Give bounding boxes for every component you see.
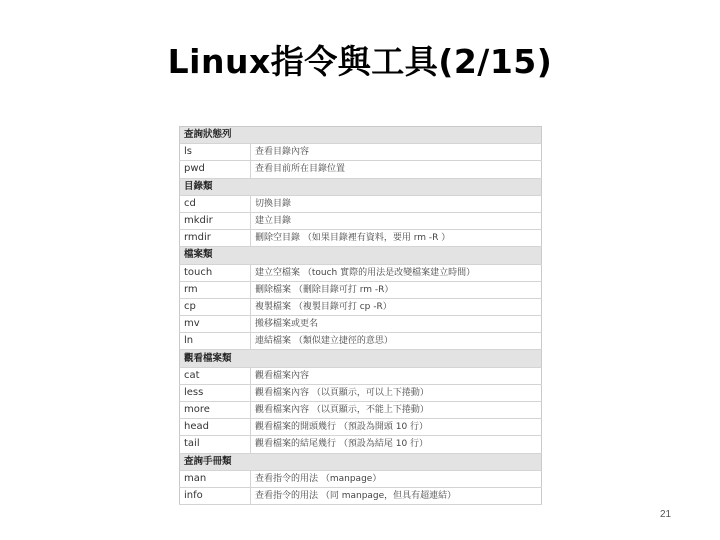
table-row <box>180 470 542 487</box>
command-cell: touch <box>180 264 251 281</box>
table-row <box>180 144 542 161</box>
table-row <box>180 316 542 333</box>
section-heading: 檔案類 <box>180 247 542 264</box>
table-row <box>180 333 542 350</box>
description-cell: 複製檔案 （複製目錄可打 cp -R） <box>251 298 542 315</box>
section-heading: 查詢手冊類 <box>180 453 542 470</box>
description-cell: 建立目錄 <box>251 212 542 229</box>
section-heading: 目錄類 <box>180 178 542 195</box>
command-cell: mv <box>180 316 251 333</box>
command-cell: head <box>180 419 251 436</box>
description-cell: 觀看檔案內容 <box>251 367 542 384</box>
command-cell: mkdir <box>180 212 251 229</box>
description-cell: 刪除檔案 （刪除目錄可打 rm -R） <box>251 281 542 298</box>
command-cell: info <box>180 487 251 504</box>
slide-title: Linux指令與工具(2/15) <box>167 42 553 81</box>
table-row <box>180 402 542 419</box>
table-row <box>180 436 542 453</box>
table-row <box>180 419 542 436</box>
table-row <box>180 367 542 384</box>
description-cell: 連結檔案 （類似建立捷徑的意思） <box>251 333 542 350</box>
section-heading: 查詢狀態列 <box>180 127 542 144</box>
command-cell: rm <box>180 281 251 298</box>
page-number: 21 <box>660 509 672 520</box>
table-row <box>180 195 542 212</box>
table-row <box>180 384 542 401</box>
description-cell: 刪除空目錄 （如果目錄裡有資料，要用 rm -R ） <box>251 230 542 247</box>
command-cell: ln <box>180 333 251 350</box>
section-header-row <box>180 453 542 470</box>
description-cell: 觀看檔案的結尾幾行 （預設為結尾 10 行） <box>251 436 542 453</box>
table-row <box>180 212 542 229</box>
section-header-row <box>180 350 542 367</box>
command-cell: cp <box>180 298 251 315</box>
command-cell: pwd <box>180 161 251 178</box>
description-cell: 搬移檔案或更名 <box>251 316 542 333</box>
description-cell: 觀看檔案內容 （以頁顯示，可以上下捲動） <box>251 384 542 401</box>
table-row <box>180 230 542 247</box>
description-cell: 觀看檔案的開頭幾行 （預設為開頭 10 行） <box>251 419 542 436</box>
command-cell: cd <box>180 195 251 212</box>
description-cell: 查看目前所在目錄位置 <box>251 161 542 178</box>
command-table <box>179 126 542 505</box>
description-cell: 觀看檔案內容 （以頁顯示，不能上下捲動） <box>251 402 542 419</box>
section-header-row <box>180 247 542 264</box>
table-row <box>180 298 542 315</box>
description-cell: 查看指令的用法 （manpage） <box>251 470 542 487</box>
command-cell: cat <box>180 367 251 384</box>
description-cell: 切換目錄 <box>251 195 542 212</box>
section-heading: 觀看檔案類 <box>180 350 542 367</box>
description-cell: 查看指令的用法 （同 manpage，但具有超連結） <box>251 487 542 504</box>
command-cell: rmdir <box>180 230 251 247</box>
command-cell: more <box>180 402 251 419</box>
command-cell: less <box>180 384 251 401</box>
table-row <box>180 161 542 178</box>
command-cell: tail <box>180 436 251 453</box>
table-row <box>180 264 542 281</box>
section-header-row <box>180 127 542 144</box>
table-row <box>180 281 542 298</box>
command-cell: ls <box>180 144 251 161</box>
description-cell: 查看目錄內容 <box>251 144 542 161</box>
description-cell: 建立空檔案 （touch 實際的用法是改變檔案建立時間） <box>251 264 542 281</box>
table-row <box>180 487 542 504</box>
section-header-row <box>180 178 542 195</box>
command-cell: man <box>180 470 251 487</box>
